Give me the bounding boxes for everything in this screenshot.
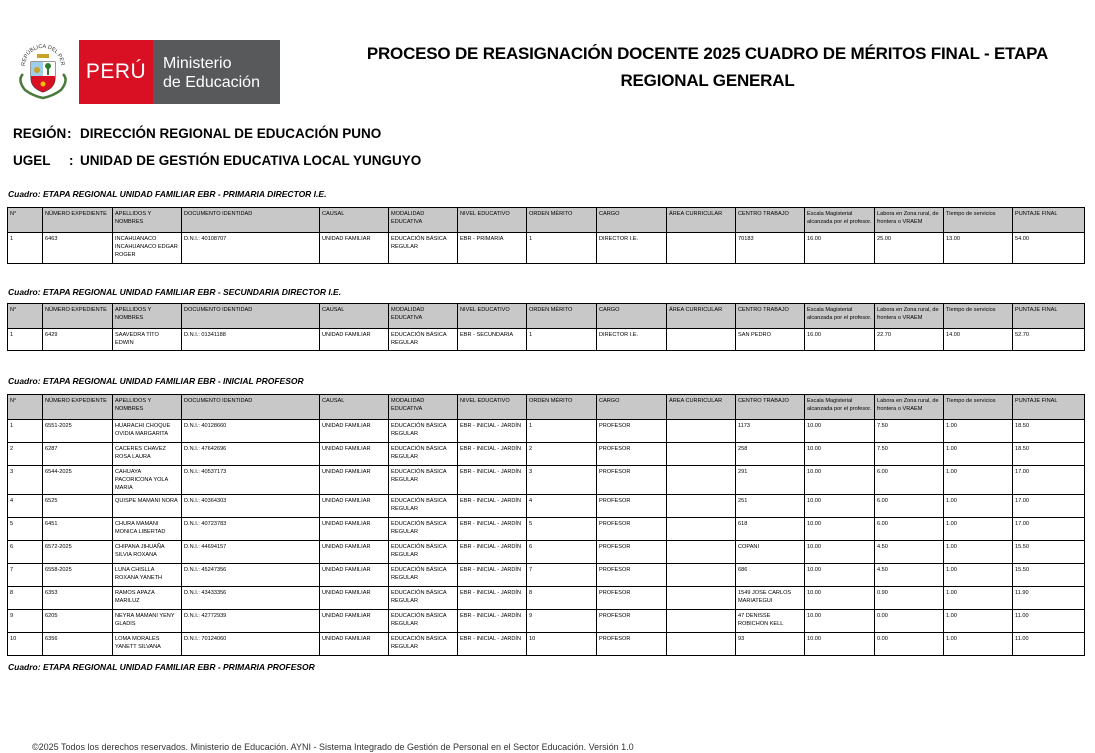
table-cell: 10.00 [805,466,875,495]
table-cell: EBR - INICIAL - JARDÍN [458,587,527,610]
table-cell [667,420,736,443]
section-title: Cuadro: ETAPA REGIONAL UNIDAD FAMILIAR EBR - PRIMARIA DIRECTOR I.E. [8,189,327,199]
table-row [8,466,1085,495]
ugel-label: UGEL [13,153,51,168]
table-row [8,518,1085,541]
table-cell: EDUCACIÓN BÁSICA REGULAR [389,420,458,443]
table-cell: 54.00 [1013,233,1085,264]
table-cell: D.N.I.: 40108707 [182,233,320,264]
table-cell: 2 [8,443,43,466]
column-header: ÁREA CURRICULAR [667,208,736,233]
table-cell: EDUCACIÓN BÁSICA REGULAR [389,495,458,518]
footer-copyright: ©2025 Todos los derechos reservados. Ministerio de Educación. AYNI - Sistema Integrado de Gestión de Personal en el Sector Educación. Versión 1.0 [32,742,634,752]
column-header: N° [8,304,43,329]
table-cell: 6558-2025 [43,564,113,587]
ministry-line-2: de Educación [163,74,260,91]
table-cell [667,466,736,495]
table-cell: PROFESOR [597,495,667,518]
table-header-row [8,304,1085,329]
table-row [8,329,1085,351]
table-cell: SAN PEDRO [736,329,805,351]
table-cell: EDUCACIÓN BÁSICA REGULAR [389,518,458,541]
column-header: DOCUMENTO IDENTIDAD [182,208,320,233]
table-cell: UNIDAD FAMILIAR [320,466,389,495]
table-cell: EDUCACIÓN BÁSICA REGULAR [389,541,458,564]
table-cell: 1 [527,233,597,264]
column-header: CENTRO TRABAJO [736,395,805,420]
table-cell: D.N.I.: 40128660 [182,420,320,443]
table-row [8,233,1085,264]
table-cell: 25.00 [875,233,944,264]
table-cell: 6 [8,541,43,564]
column-header: ÁREA CURRICULAR [667,304,736,329]
table-cell: 1.00 [944,443,1013,466]
section-title: Cuadro: ETAPA REGIONAL UNIDAD FAMILIAR EBR - PRIMARIA PROFESOR [8,662,315,672]
table-cell: D.N.I.: 43433356 [182,587,320,610]
column-header: Labora en Zona rural, de frontera o VRAEM [875,208,944,233]
table-row [8,564,1085,587]
table-row [8,541,1085,564]
table-cell: EBR - INICIAL - JARDÍN [458,564,527,587]
table-cell: 6 [527,541,597,564]
region-row [13,126,382,141]
table-cell: 1 [8,420,43,443]
region-label: REGIÓN [13,126,67,141]
table-cell: EDUCACIÓN BÁSICA REGULAR [389,329,458,351]
ministry-line-1: Ministerio [163,55,232,72]
table-cell: HUARACHI CHOQUE OVIDIA MARGARITA [113,420,182,443]
ugel-value: UNIDAD DE GESTIÓN EDUCATIVA LOCAL YUNGUYO [80,153,422,168]
document-title [330,40,1085,94]
column-header: ORDEN MÉRITO [527,208,597,233]
table-cell: 1549 JOSE CARLOS MARIATEGUI [736,587,805,610]
table-cell: UNIDAD FAMILIAR [320,541,389,564]
merit-table [7,394,1085,656]
table-cell: 1 [527,420,597,443]
table-row [8,610,1085,633]
table-cell: EBR - INICIAL - JARDÍN [458,495,527,518]
table-cell: 10.00 [805,564,875,587]
table-cell: 10.00 [805,541,875,564]
document-title-line-2: REGIONAL GENERAL [620,71,795,90]
table-cell: D.N.I.: 40364303 [182,495,320,518]
table-cell: EDUCACIÓN BÁSICA REGULAR [389,587,458,610]
table-cell [667,518,736,541]
table-cell: D.N.I.: 47642696 [182,443,320,466]
table-cell: 22.70 [875,329,944,351]
column-header: MODALIDAD EDUCATIVA [389,304,458,329]
table-cell: 14.00 [944,329,1013,351]
table-cell: UNIDAD FAMILIAR [320,233,389,264]
table-cell: 7.50 [875,443,944,466]
table-cell: D.N.I.: 42772939 [182,610,320,633]
table-cell: 0.90 [875,587,944,610]
column-header: PUNTAJE FINAL [1013,304,1085,329]
column-header: N° [8,208,43,233]
table-cell: 6.00 [875,495,944,518]
table-cell: DIRECTOR I.E. [597,233,667,264]
table-cell: QUISPE MAMANI NORA [113,495,182,518]
table-row [8,495,1085,518]
table-row [8,587,1085,610]
table-cell: 251 [736,495,805,518]
table-cell: 18.50 [1013,443,1085,466]
table-cell: 10.00 [805,587,875,610]
table-cell: 17.00 [1013,518,1085,541]
table-cell: EDUCACIÓN BÁSICA REGULAR [389,633,458,656]
table-cell: 6353 [43,587,113,610]
table-cell: RAMOS APAZA MARILUZ [113,587,182,610]
table-cell: 618 [736,518,805,541]
table-cell: 1.00 [944,587,1013,610]
column-header: PUNTAJE FINAL [1013,208,1085,233]
table-cell: 6451 [43,518,113,541]
table-cell: 9 [527,610,597,633]
table-cell: EDUCACIÓN BÁSICA REGULAR [389,443,458,466]
table-cell: PROFESOR [597,443,667,466]
table-cell: 9 [8,610,43,633]
table-cell: EBR - INICIAL - JARDÍN [458,466,527,495]
table-row [8,420,1085,443]
table-cell: 93 [736,633,805,656]
table-cell: PROFESOR [597,610,667,633]
table-cell: UNIDAD FAMILIAR [320,495,389,518]
table-cell: EDUCACIÓN BÁSICA REGULAR [389,466,458,495]
table-cell: 1173 [736,420,805,443]
column-header: CAUSAL [320,304,389,329]
table-cell: 13.00 [944,233,1013,264]
ugel-colon: : [69,153,74,168]
table-cell: PROFESOR [597,564,667,587]
table-cell: D.N.I.: 01341188 [182,329,320,351]
table-cell: SAAVEDRA TITO EDWIN [113,329,182,351]
table-cell: UNIDAD FAMILIAR [320,420,389,443]
column-header: Tiempo de servicios [944,208,1013,233]
table-cell: 5 [527,518,597,541]
table-cell: 1.00 [944,495,1013,518]
column-header: APELLIDOS Y NOMBRES [113,395,182,420]
table-cell: PROFESOR [597,541,667,564]
ugel-row [13,153,422,168]
table-row [8,443,1085,466]
table-cell: 686 [736,564,805,587]
table-cell: 10.00 [805,633,875,656]
table-cell: 1 [527,329,597,351]
column-header: CAUSAL [320,208,389,233]
national-seal-icon [13,40,73,104]
table-cell: 1.00 [944,633,1013,656]
table-cell: 6.00 [875,466,944,495]
table-cell [667,564,736,587]
table-cell: 6.00 [875,518,944,541]
table-cell: 291 [736,466,805,495]
ministry-name [153,40,280,104]
table-cell: UNIDAD FAMILIAR [320,329,389,351]
table-cell: 52.70 [1013,329,1085,351]
table-cell: 4 [8,495,43,518]
region-colon: : [67,126,72,141]
table-cell: 8 [8,587,43,610]
table-cell: D.N.I.: 70124060 [182,633,320,656]
column-header: APELLIDOS Y NOMBRES [113,208,182,233]
table-cell: LOMA MORALES YANETT SILVANA [113,633,182,656]
table-cell: COPANI [736,541,805,564]
table-cell: EDUCACIÓN BÁSICA REGULAR [389,233,458,264]
table-header-row [8,208,1085,233]
table-cell: EBR - INICIAL - JARDÍN [458,518,527,541]
table-cell: EBR - INICIAL - JARDÍN [458,633,527,656]
table-cell: 6572-2025 [43,541,113,564]
column-header: DOCUMENTO IDENTIDAD [182,395,320,420]
table-cell: 16.00 [805,329,875,351]
table-cell: PROFESOR [597,633,667,656]
column-header: CAUSAL [320,395,389,420]
table-cell: PROFESOR [597,518,667,541]
table-cell: 10.00 [805,420,875,443]
column-header: PUNTAJE FINAL [1013,395,1085,420]
table-cell: 16.00 [805,233,875,264]
column-header: NIVEL EDUCATIVO [458,395,527,420]
table-cell: 6525 [43,495,113,518]
document-title-line-1: PROCESO DE REASIGNACIÓN DOCENTE 2025 CUADRO DE MÉRITOS FINAL - ETAPA [366,44,1049,63]
table-cell: CAHUAYA PACORICONA YOLA MARIA [113,466,182,495]
table-cell: 10 [527,633,597,656]
table-cell: INCAHUANACO INCAHUANACO EDGAR ROGER [113,233,182,264]
column-header: CARGO [597,304,667,329]
table-cell: 258 [736,443,805,466]
table-cell: 3 [8,466,43,495]
table-cell: 1.00 [944,564,1013,587]
column-header: ORDEN MÉRITO [527,395,597,420]
table-row [8,633,1085,656]
table-cell: UNIDAD FAMILIAR [320,443,389,466]
table-cell: 10.00 [805,443,875,466]
table-cell: 11.00 [1013,633,1085,656]
table-cell: CHURA MAMANI MONICA LIBERTAD [113,518,182,541]
table-cell: 7.50 [875,420,944,443]
table-cell [667,610,736,633]
table-cell: 5 [8,518,43,541]
column-header: DOCUMENTO IDENTIDAD [182,304,320,329]
region-value: DIRECCIÓN REGIONAL DE EDUCACIÓN PUNO [80,126,382,141]
column-header: CARGO [597,395,667,420]
column-header: NIVEL EDUCATIVO [458,208,527,233]
table-cell: 11.90 [1013,587,1085,610]
table-cell: 6463 [43,233,113,264]
column-header: ÁREA CURRICULAR [667,395,736,420]
table-cell: UNIDAD FAMILIAR [320,587,389,610]
column-header: Escala Magisterial alcanzada por el profesor. [805,304,875,329]
table-cell: EBR - INICIAL - JARDÍN [458,541,527,564]
table-cell: EBR - INICIAL - JARDÍN [458,443,527,466]
table-cell: 10.00 [805,610,875,633]
column-header: APELLIDOS Y NOMBRES [113,304,182,329]
column-header: Labora en Zona rural, de frontera o VRAEM [875,304,944,329]
table-cell: PROFESOR [597,420,667,443]
table-cell: UNIDAD FAMILIAR [320,564,389,587]
table-cell [667,633,736,656]
table-cell [667,233,736,264]
table-cell: EDUCACIÓN BÁSICA REGULAR [389,610,458,633]
peru-brand: PERÚ [79,40,153,104]
table-cell: EBR - INICIAL - JARDÍN [458,420,527,443]
table-cell: 11.00 [1013,610,1085,633]
table-cell [667,587,736,610]
table-cell: 15.50 [1013,541,1085,564]
column-header: CARGO [597,208,667,233]
table-cell: 18.50 [1013,420,1085,443]
table-cell: PROFESOR [597,587,667,610]
column-header: CENTRO TRABAJO [736,208,805,233]
column-header: NIVEL EDUCATIVO [458,304,527,329]
table-cell: 1.00 [944,466,1013,495]
table-cell [667,443,736,466]
section-title: Cuadro: ETAPA REGIONAL UNIDAD FAMILIAR EBR - SECUNDARIA DIRECTOR I.E. [8,287,342,297]
section-title: Cuadro: ETAPA REGIONAL UNIDAD FAMILIAR EBR - INICIAL PROFESOR [8,376,304,386]
table-cell: 6287 [43,443,113,466]
table-cell: 1 [8,233,43,264]
table-cell: 0.00 [875,610,944,633]
table-cell: EBR - INICIAL - JARDÍN [458,610,527,633]
column-header: Escala Magisterial alcanzada por el profesor. [805,395,875,420]
table-cell: 7 [527,564,597,587]
table-cell: 1.00 [944,541,1013,564]
column-header: ORDEN MÉRITO [527,304,597,329]
table-cell: UNIDAD FAMILIAR [320,633,389,656]
column-header: MODALIDAD EDUCATIVA [389,208,458,233]
column-header: Tiempo de servicios [944,395,1013,420]
merit-table [7,207,1085,264]
minedu-logo [13,40,280,104]
table-cell: 6429 [43,329,113,351]
table-cell: 6205 [43,610,113,633]
table-cell [667,329,736,351]
table-cell: 17.00 [1013,466,1085,495]
table-cell: 1 [8,329,43,351]
table-cell: 6356 [43,633,113,656]
table-cell: 3 [527,466,597,495]
table-cell: NEYRA MAMANI YENY GLADIS [113,610,182,633]
table-cell: D.N.I.: 40723783 [182,518,320,541]
table-cell: 4.50 [875,564,944,587]
table-cell: EBR - SECUNDARIA [458,329,527,351]
table-cell: 17.00 [1013,495,1085,518]
table-cell [667,541,736,564]
table-cell: 1.00 [944,518,1013,541]
table-cell [667,495,736,518]
column-header: NÚMERO EXPEDIENTE [43,395,113,420]
table-cell: 10.00 [805,495,875,518]
table-cell: DIRECTOR I.E. [597,329,667,351]
table-cell: 6544-2025 [43,466,113,495]
table-cell: CACERES CHAVEZ ROSA LAURA [113,443,182,466]
merit-table [7,303,1085,351]
table-cell: D.N.I.: 44694157 [182,541,320,564]
table-cell: 8 [527,587,597,610]
column-header: Tiempo de servicios [944,304,1013,329]
table-cell: 0.00 [875,633,944,656]
table-cell: 4 [527,495,597,518]
table-cell: 10.00 [805,518,875,541]
table-cell: CHIPANA JIHUAÑA SILVIA ROXANA [113,541,182,564]
table-cell: D.N.I.: 40537173 [182,466,320,495]
table-cell: PROFESOR [597,466,667,495]
table-cell: LUNA CHISLLA ROXANA YANETH [113,564,182,587]
column-header: Labora en Zona rural, de frontera o VRAEM [875,395,944,420]
table-header-row [8,395,1085,420]
table-cell: 4.50 [875,541,944,564]
table-cell: UNIDAD FAMILIAR [320,518,389,541]
table-cell: 10 [8,633,43,656]
table-cell: 15.50 [1013,564,1085,587]
table-cell: 70183 [736,233,805,264]
table-cell: 6551-2025 [43,420,113,443]
table-cell: 47 DENISSE ROBICHON KELL [736,610,805,633]
column-header: N° [8,395,43,420]
table-cell: 1.00 [944,420,1013,443]
table-cell: 1.00 [944,610,1013,633]
table-cell: 2 [527,443,597,466]
table-cell: D.N.I.: 45247356 [182,564,320,587]
svg-text:REPÚBLICA DEL PERÚ: REPÚBLICA DEL PER [20,43,66,67]
column-header: NÚMERO EXPEDIENTE [43,304,113,329]
table-cell: EDUCACIÓN BÁSICA REGULAR [389,564,458,587]
column-header: NÚMERO EXPEDIENTE [43,208,113,233]
table-cell: EBR - PRIMARIA [458,233,527,264]
column-header: Escala Magisterial alcanzada por el profesor. [805,208,875,233]
column-header: MODALIDAD EDUCATIVA [389,395,458,420]
table-cell: 7 [8,564,43,587]
table-cell: UNIDAD FAMILIAR [320,610,389,633]
column-header: CENTRO TRABAJO [736,304,805,329]
